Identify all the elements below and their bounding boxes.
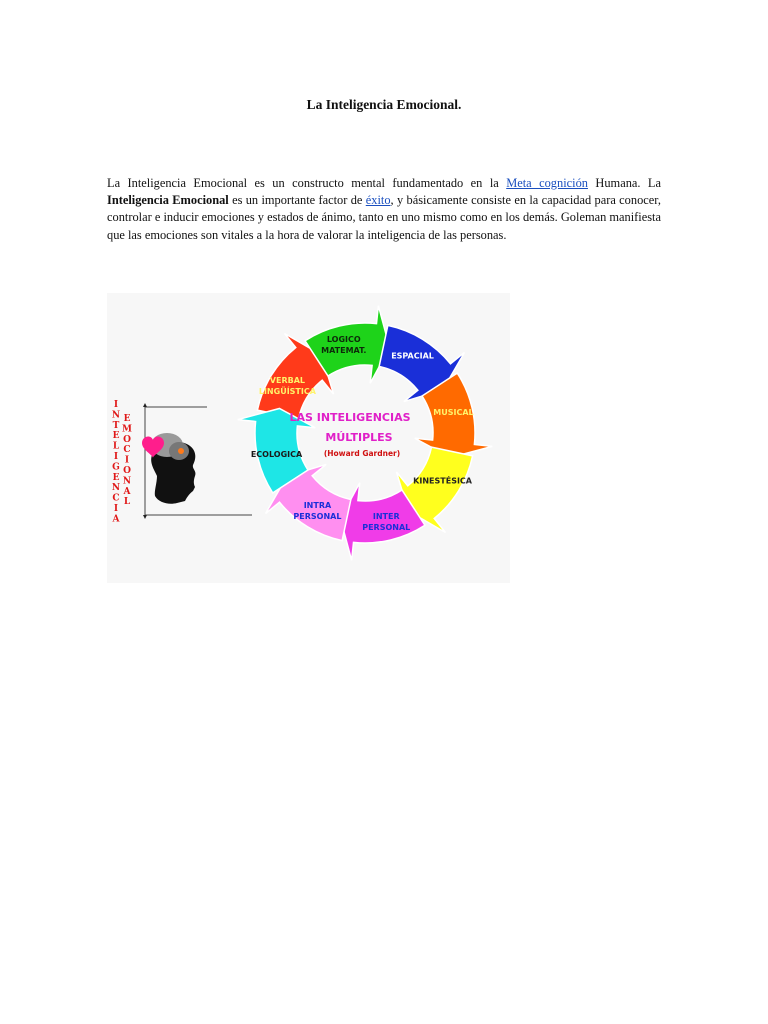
vertical-letter: A (123, 486, 131, 497)
arrow-label: MATEMAT. (321, 346, 367, 356)
vertical-text-emocional (122, 414, 132, 507)
vertical-letter: I (113, 452, 119, 462)
vertical-letter: O (123, 466, 131, 476)
paragraph-text-4: , y básicamente consiste en la capacidad para conocer, controlar e inducir emociones y estados de ánimo, tanto en uno mismo como en los demás. Goleman manifiesta que las emociones son vitales a la hora de valorar la inteligencia de las personas. (107, 193, 661, 242)
center-subtitle: (Howard Gardner) (323, 449, 401, 458)
vertical-letter: C (112, 493, 120, 504)
arrow-label: PERSONAL (362, 522, 411, 532)
vertical-letter: O (123, 434, 131, 445)
intelligences-wheel (107, 293, 510, 583)
vertical-letter: T (112, 420, 120, 431)
vertical-letter: N (122, 476, 132, 487)
vertical-letter: E (112, 472, 120, 483)
arrow-label: INTER (372, 511, 400, 521)
paragraph-text-1: La Inteligencia Emocional es un constructo mental fundamentado en la (107, 176, 507, 190)
vertical-letter: E (112, 431, 120, 442)
paragraph-text-2: Humana. La (587, 176, 661, 190)
vertical-letter: E (123, 414, 131, 424)
arrow-label: VERBAL (269, 375, 306, 385)
intro-paragraph (107, 175, 661, 244)
vertical-letter: C (123, 445, 131, 456)
arrow-label: LOGICO (326, 335, 361, 345)
vertical-letter: M (122, 424, 132, 435)
vertical-letter: N (111, 410, 121, 421)
vertical-letter: I (113, 400, 119, 410)
center-title-line1: LAS INTELIGENCIAS (289, 411, 411, 424)
vertical-letter: L (123, 497, 131, 508)
arrow-label: ECOLOGICA (250, 450, 303, 460)
bracket-arrow-bottom-icon (143, 515, 147, 519)
vertical-text-inteligencia (112, 400, 121, 524)
bold-term: Inteligencia Emocional (107, 193, 229, 208)
arrow-label: LINGÜÍSTICA (258, 386, 316, 396)
vertical-letter: I (113, 504, 119, 514)
arrow-label: PERSONAL (293, 512, 342, 522)
vertical-letter: I (124, 455, 130, 466)
multiple-intelligences-figure (107, 293, 510, 583)
arrow-label: ESPACIAL (391, 351, 434, 361)
vertical-letter: L (112, 441, 120, 452)
vertical-letter: G (112, 462, 120, 473)
arrow-label: MUSICAL (433, 407, 474, 417)
exito-link[interactable]: éxito (365, 193, 391, 208)
vertical-letter: N (111, 483, 121, 494)
vertical-letter: A (112, 514, 120, 525)
document-title: La Inteligencia Emocional. (306, 97, 462, 112)
center-title-line2: MÚLTIPLES (325, 431, 393, 444)
arrow-label: KINESTÉSICA (413, 476, 473, 486)
paragraph-text-3: es un importante factor de (228, 193, 366, 208)
arrow-label: INTRA (303, 501, 332, 511)
bracket-arrow-top-icon (143, 403, 147, 407)
meta-cognicion-link[interactable]: Meta cognición (506, 176, 588, 190)
